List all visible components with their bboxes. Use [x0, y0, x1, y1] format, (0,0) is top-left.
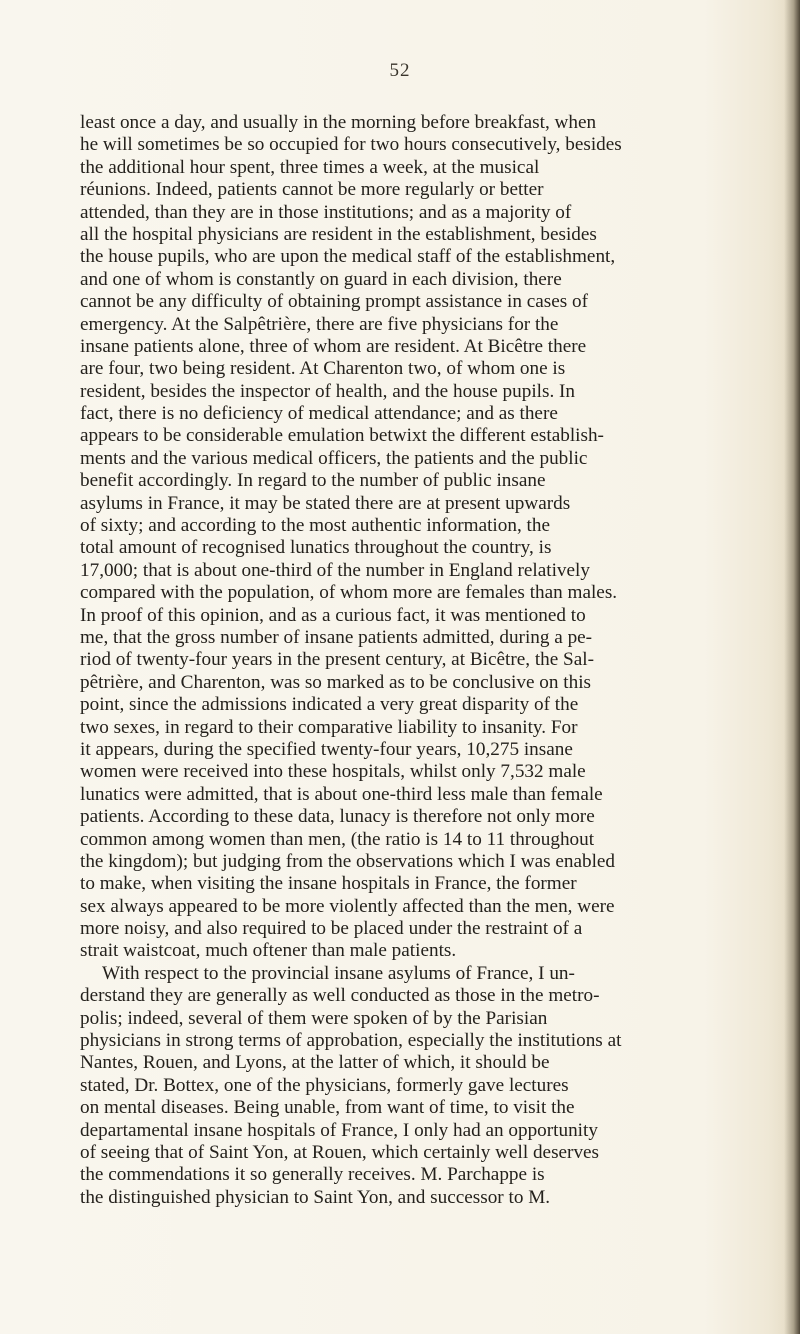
text-line: all the hospital physicians are resident in the establishment, besides — [80, 223, 597, 245]
text-line: In proof of this opinion, and as a curious fact, it was mentioned to — [80, 604, 586, 626]
text-line: benefit accordingly. In regard to the number of public insane — [80, 470, 546, 492]
text-line: 17,000; that is about one-third of the number in England relatively — [80, 559, 590, 581]
text-line: the kingdom); but judging from the observations which I was enabled — [80, 850, 616, 872]
text-line: derstand they are generally as well conducted as those in the metro- — [80, 985, 600, 1007]
text-line: compared with the population, of whom more are females than males. — [80, 582, 618, 604]
text-line: are four, two being resident. At Charenton two, of whom one is — [80, 358, 566, 380]
text-line: he will sometimes be so occupied for two hours consecutively, besides — [80, 134, 622, 156]
text-line: me, that the gross number of insane patients admitted, during a pe- — [80, 626, 593, 648]
text-line: it appears, during the specified twenty-four years, 10,275 insane — [80, 738, 573, 760]
text-line: insane patients alone, three of whom are resident. At Bicêtre there — [80, 335, 587, 357]
text-line: of seeing that of Saint Yon, at Rouen, which certainly well deserves — [80, 1141, 600, 1163]
text-line: Nantes, Rouen, and Lyons, at the latter of which, it should be — [80, 1052, 550, 1074]
text-line: on mental diseases. Being unable, from want of time, to visit the — [80, 1097, 575, 1119]
text-line: point, since the admissions indicated a very great disparity of the — [80, 694, 579, 716]
text-line: least once a day, and usually in the morning before breakfast, when — [80, 112, 597, 133]
page-number: 52 — [389, 60, 411, 81]
text-line: physicians in strong terms of approbation, especially the institutions at — [80, 1030, 622, 1052]
text-line: asylums in France, it may be stated there are at present upwards — [80, 492, 571, 514]
text-line: and one of whom is constantly on guard in each division, there — [80, 268, 562, 290]
text-line: departamental insane hospitals of France, I only had an opportunity — [80, 1119, 598, 1141]
text-line: réunions. Indeed, patients cannot be more regularly or better — [80, 179, 544, 201]
text-line: women were received into these hospitals, whilst only 7,532 male — [80, 761, 586, 783]
text-line: emergency. At the Salpêtrière, there are five physicians for the — [80, 313, 559, 335]
text-line: total amount of recognised lunatics throughout the country, is — [80, 537, 552, 559]
text-line: of sixty; and according to the most authentic information, the — [80, 515, 550, 537]
text-line: the commendations it so generally receives. M. Parchappe is — [80, 1164, 545, 1186]
text-line: strait waistcoat, much oftener than male patients. — [80, 940, 457, 962]
text-line: resident, besides the inspector of health, and the house pupils. In — [80, 380, 576, 402]
text-line: two sexes, in regard to their comparative liability to insanity. For — [80, 716, 578, 738]
text-line: fact, there is no deficiency of medical attendance; and as there — [80, 403, 558, 425]
text-line: lunatics were admitted, that is about one-third less male than female — [80, 783, 603, 805]
text-line: common among women than men, (the ratio is 14 to 11 throughout — [80, 828, 595, 850]
body-text — [80, 112, 792, 1209]
text-line: riod of twenty-four years in the present century, at Bicêtre, the Sal- — [80, 649, 594, 671]
text-line: sex always appeared to be more violently affected than the men, were — [80, 895, 615, 917]
text-line: ments and the various medical officers, the patients and the public — [80, 447, 588, 469]
text-line: more noisy, and also required to be placed under the restraint of a — [80, 918, 583, 940]
text-line: the house pupils, who are upon the medical staff of the establishment, — [80, 246, 616, 268]
text-line: the additional hour spent, three times a week, at the musical — [80, 156, 540, 178]
text-line: stated, Dr. Bottex, one of the physicians, formerly gave lectures — [80, 1074, 569, 1096]
text-line: With respect to the provincial insane asylums of France, I un- — [102, 962, 575, 984]
text-line: cannot be any difficulty of obtaining prompt assistance in cases of — [80, 291, 588, 313]
text-line: appears to be considerable emulation betwixt the different establish- — [80, 425, 604, 447]
text-line: attended, than they are in those institutions; and as a majority of — [80, 201, 572, 223]
text-line: the distinguished physician to Saint Yon, and successor to M. — [80, 1186, 551, 1208]
text-line: patients. According to these data, lunacy is therefore not only more — [80, 806, 595, 828]
text-line: pêtrière, and Charenton, was so marked as to be conclusive on this — [80, 671, 591, 693]
text-line: polis; indeed, several of them were spoken of by the Parisian — [80, 1007, 548, 1029]
text-line: to make, when visiting the insane hospitals in France, the former — [80, 873, 577, 895]
